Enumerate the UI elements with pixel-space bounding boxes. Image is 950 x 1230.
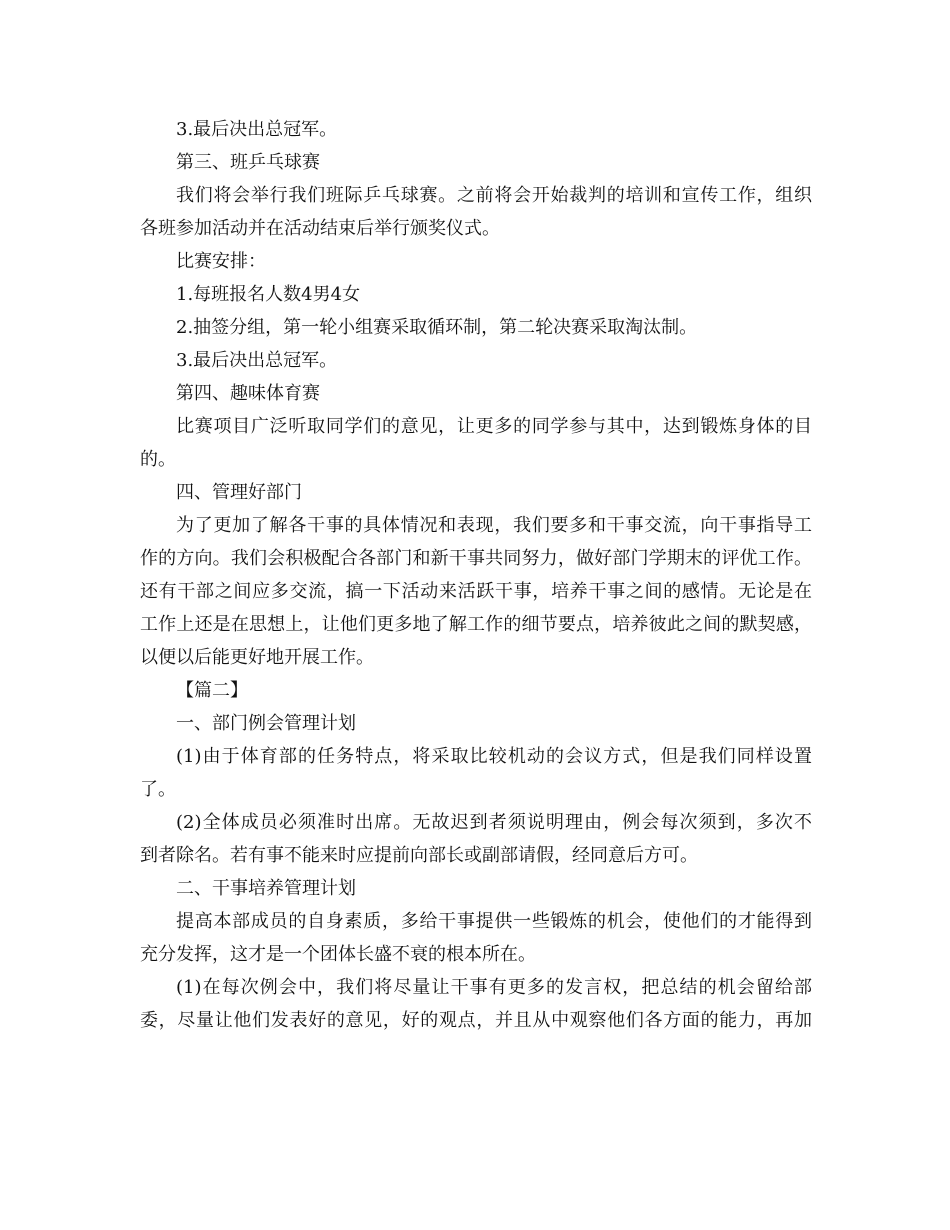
- text-line: 工作上还是在思想上，让他们更多地了解工作的细节要点，培养彼此之间的默契感，: [140, 614, 812, 635]
- text-line: 委，尽量让他们发表好的意见，好的观点，并且从中观察他们各方面的能力，再加: [140, 1010, 812, 1031]
- text-line: (1)在每次例会中，我们将尽量让干事有更多的发言权，把总结的机会留给部: [176, 977, 812, 998]
- text-line: 我们将会举行我们班际乒乓球赛。之前将会开始裁判的培训和宣传工作，组织: [176, 185, 812, 206]
- text-line: 充分发挥，这才是一个团体长盛不衰的根本所在。: [140, 944, 536, 965]
- text-line: 四、管理好部门: [176, 482, 302, 503]
- text-line: 还有干部之间应多交流，搞一下活动来活跃干事，培养干事之间的感情。无论是在: [140, 581, 812, 602]
- text-line: 1.每班报名人数4男4女: [176, 284, 361, 305]
- text-line: 2.抽签分组，第一轮小组赛采取循环制，第二轮决赛采取淘汰制。: [176, 317, 698, 338]
- document-body: [140, 113, 812, 1037]
- text-line: 二、干事培养管理计划: [176, 878, 356, 899]
- text-line: 第三、班乒乓球赛: [176, 152, 320, 173]
- text-line: (1)由于体育部的任务特点，将采取比较机动的会议方式，但是我们同样设置: [176, 746, 812, 767]
- text-line: 比赛项目广泛听取同学们的意见，让更多的同学参与其中，达到锻炼身体的目: [176, 416, 812, 437]
- text-line: 提高本部成员的自身素质，多给干事提供一些锻炼的机会，使他们的才能得到: [176, 911, 812, 932]
- text-line: 到者除名。若有事不能来时应提前向部长或副部请假，经同意后方可。: [140, 845, 698, 866]
- text-line: (2)全体成员必须准时出席。无故迟到者须说明理由，例会每次须到，多次不: [176, 812, 812, 833]
- text-line: 以便以后能更好地开展工作。: [140, 647, 374, 668]
- text-line: 3.最后决出总冠军。: [176, 119, 338, 140]
- text-line: 一、部门例会管理计划: [176, 713, 356, 734]
- text-line: 作的方向。我们会积极配合各部门和新干事共同努力，做好部门学期末的评优工作。: [140, 548, 812, 569]
- text-line: 3.最后决出总冠军。: [176, 350, 338, 371]
- text-line: 为了更加了解各干事的具体情况和表现，我们要多和干事交流，向干事指导工: [176, 515, 812, 536]
- text-line: 第四、趣味体育赛: [176, 383, 320, 404]
- text-line: 【篇二】: [176, 680, 248, 701]
- text-line: 各班参加活动并在活动结束后举行颁奖仪式。: [140, 218, 500, 239]
- text-line: 的。: [140, 449, 176, 470]
- text-line: 比赛安排：: [176, 251, 266, 272]
- text-line: 了。: [140, 779, 176, 800]
